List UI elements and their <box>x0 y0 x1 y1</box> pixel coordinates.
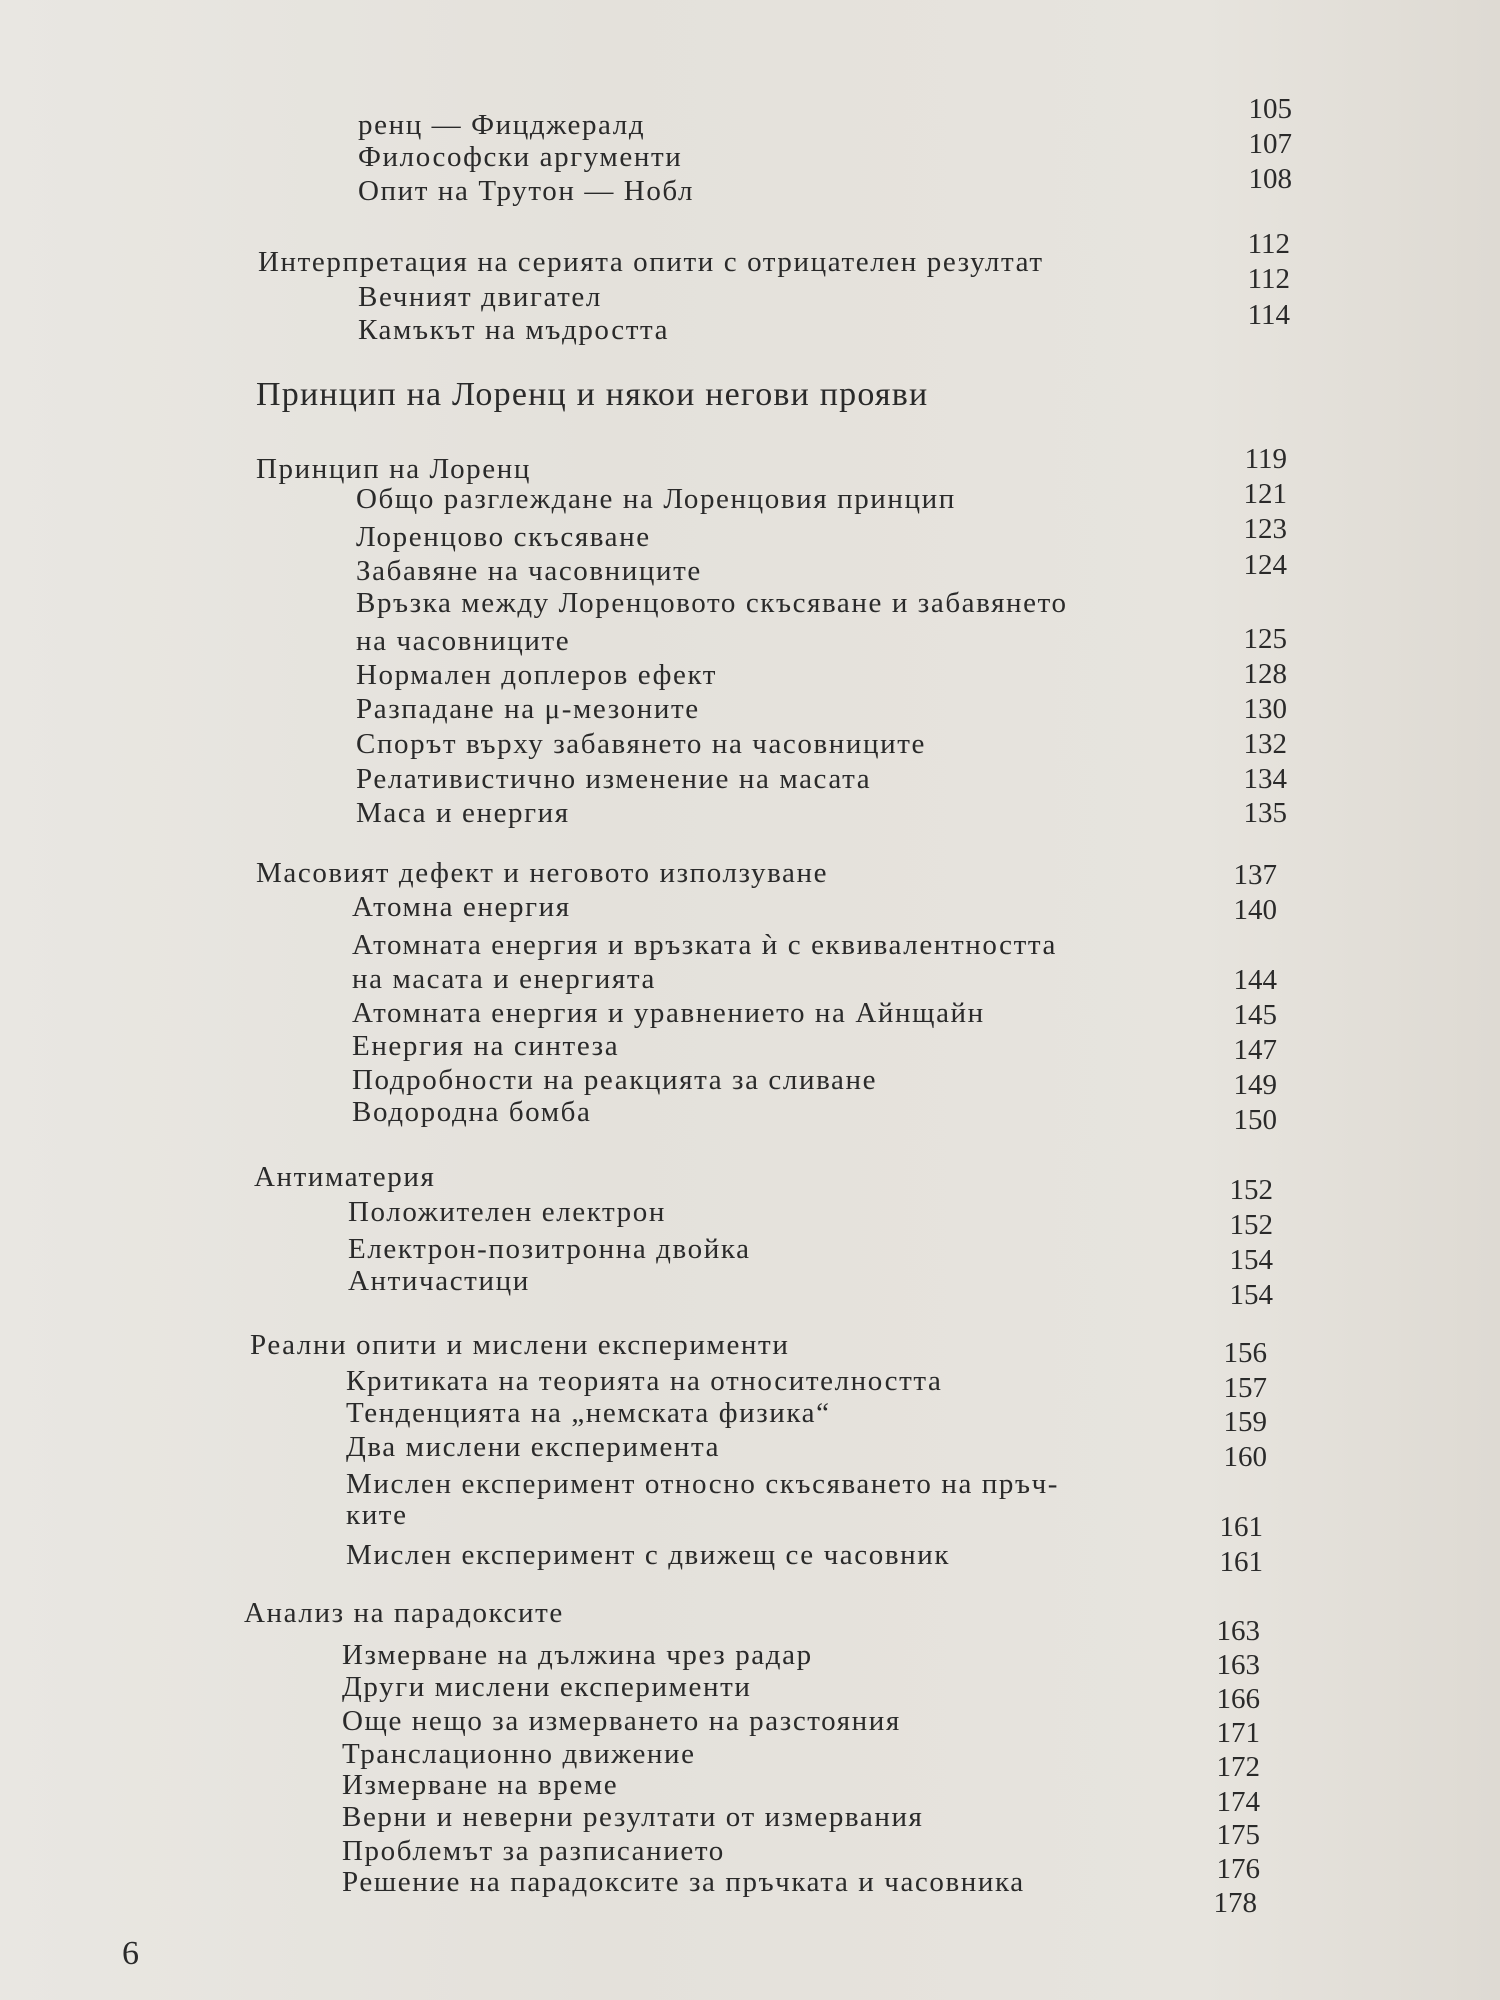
toc-entry: Принцип на Лоренц <box>256 453 531 485</box>
toc-entry: Спорът върху забавянето на часовниците <box>356 728 927 760</box>
toc-entry: Мислен експеримент относно скъсяването на пръч- <box>346 1468 1060 1500</box>
toc-entry: Атомна енергия <box>352 891 571 923</box>
toc-entry: Тенденцията на „немската физика“ <box>346 1397 831 1429</box>
toc-entry: Релативистично изменение на масата <box>356 763 872 795</box>
toc-page-number: 163 <box>1216 1649 1260 1681</box>
toc-entry: Разпадане на μ-мезоните <box>356 693 700 725</box>
toc-entry: Други мислени експерименти <box>342 1671 752 1703</box>
toc-entry: Атомната енергия и уравнението на Айнщайн <box>352 997 985 1029</box>
toc-entry: Критиката на теорията на относителността <box>346 1365 943 1397</box>
toc-entry: Подробности на реакцията за сливане <box>352 1064 878 1096</box>
toc-entry: Нормален доплеров ефект <box>356 659 718 691</box>
toc-page-number: 157 <box>1223 1372 1267 1404</box>
toc-entry: Два мислени експеримента <box>346 1431 721 1463</box>
toc-page-number: 176 <box>1216 1853 1260 1885</box>
toc-entry: ренц — Фицджералд <box>358 109 646 141</box>
toc-page-number: 125 <box>1243 623 1287 655</box>
toc-entry: Измерване на дължина чрез радар <box>342 1639 813 1671</box>
toc-entry: Масовият дефект и неговото използуване <box>256 857 829 889</box>
toc-page-number: 150 <box>1233 1104 1277 1136</box>
toc-page-number: 174 <box>1216 1786 1260 1818</box>
toc-page-number: 114 <box>1247 299 1290 331</box>
toc-page-number: 123 <box>1243 513 1287 545</box>
toc-page-number: 128 <box>1243 658 1287 690</box>
toc-page-number: 121 <box>1243 478 1287 510</box>
toc-entry: Решение на парадоксите за пръчката и часовника <box>342 1866 1025 1898</box>
toc-entry: ките <box>346 1499 408 1531</box>
toc-page-number: 161 <box>1219 1546 1263 1578</box>
toc-entry: Философски аргументи <box>358 141 683 173</box>
toc-page-number: 137 <box>1233 859 1277 891</box>
toc-page-number: 159 <box>1223 1406 1267 1438</box>
toc-entry: Водородна бомба <box>352 1096 592 1128</box>
toc-entry: Анализ на парадоксите <box>244 1597 564 1629</box>
toc-entry: Проблемът за разписанието <box>342 1835 725 1867</box>
toc-entry: Измерване на време <box>342 1769 619 1801</box>
toc-entry: Верни и неверни резултати от измервания <box>342 1801 924 1833</box>
toc-entry: Мислен експеримент с движещ се часовник <box>346 1539 951 1571</box>
toc-page-number: 134 <box>1243 763 1287 795</box>
toc-entry: Положителен електрон <box>348 1196 666 1228</box>
toc-page-number: 163 <box>1216 1615 1260 1647</box>
toc-entry: Транслационно движение <box>342 1738 696 1770</box>
toc-entry: Реални опити и мислени експерименти <box>250 1329 790 1361</box>
toc-page-number: 154 <box>1229 1279 1273 1311</box>
toc-page-number: 144 <box>1233 964 1277 996</box>
toc-page-number: 152 <box>1229 1209 1273 1241</box>
toc-entry: Камъкът на мъдростта <box>358 314 670 346</box>
toc-page-number: 119 <box>1244 443 1287 475</box>
toc-entry: Още нещо за измерването на разстояния <box>342 1705 901 1737</box>
toc-entry: на масата и енергията <box>352 963 656 995</box>
toc-entry: Антиматерия <box>254 1161 436 1193</box>
toc-page-number: 149 <box>1233 1069 1277 1101</box>
toc-page-number: 108 <box>1248 163 1292 195</box>
toc-page-number: 124 <box>1243 549 1287 581</box>
toc-entry: Лоренцово скъсяване <box>356 521 651 553</box>
toc-entry: Забавяне на часовниците <box>356 555 702 587</box>
toc-page-number: 152 <box>1229 1174 1273 1206</box>
toc-page-number: 135 <box>1243 797 1287 829</box>
toc-page-number: 145 <box>1233 999 1277 1031</box>
section-heading: Принцип на Лоренц и някои негови прояви <box>256 376 929 413</box>
toc-entry: Електрон-позитронна двойка <box>348 1233 751 1265</box>
toc-page-number: 154 <box>1229 1244 1273 1276</box>
toc-page-number: 132 <box>1243 728 1287 760</box>
toc-entry: Маса и енергия <box>356 797 570 829</box>
toc-page-number: 107 <box>1248 128 1292 160</box>
page-number: 6 <box>122 1935 139 1972</box>
toc-page-number: 166 <box>1216 1683 1260 1715</box>
toc-page-number: 105 <box>1248 93 1292 125</box>
toc-entry: Вечният двигател <box>358 281 602 313</box>
toc-page-number: 161 <box>1219 1511 1263 1543</box>
toc-entry: Общо разглеждане на Лоренцовия принцип <box>356 483 956 515</box>
toc-page-number: 171 <box>1216 1717 1260 1749</box>
toc-entry: Античастици <box>348 1265 530 1297</box>
toc-entry: Интерпретация на серията опити с отрицателен резултат <box>258 246 1044 278</box>
toc-page-number: 130 <box>1243 693 1287 725</box>
toc-page-number: 172 <box>1216 1751 1260 1783</box>
toc-entry: Енергия на синтеза <box>352 1030 620 1062</box>
toc-entry: Връзка между Лоренцовото скъсяване и забавянето <box>356 587 1068 619</box>
toc-page-number: 112 <box>1247 228 1290 260</box>
toc-entry: Опит на Трутон — Нобл <box>358 175 695 207</box>
toc-page-number: 147 <box>1233 1034 1277 1066</box>
toc-page-number: 160 <box>1223 1441 1267 1473</box>
toc-entry: Атомната енергия и връзката ѝ с еквивалентността <box>352 929 1058 961</box>
toc-page-number: 112 <box>1247 263 1290 295</box>
toc-page-number: 140 <box>1233 894 1277 926</box>
toc-entry: на часовниците <box>356 625 571 657</box>
toc-page-number: 178 <box>1213 1887 1257 1919</box>
toc-page-number: 175 <box>1216 1819 1260 1851</box>
toc-page-number: 156 <box>1223 1337 1267 1369</box>
